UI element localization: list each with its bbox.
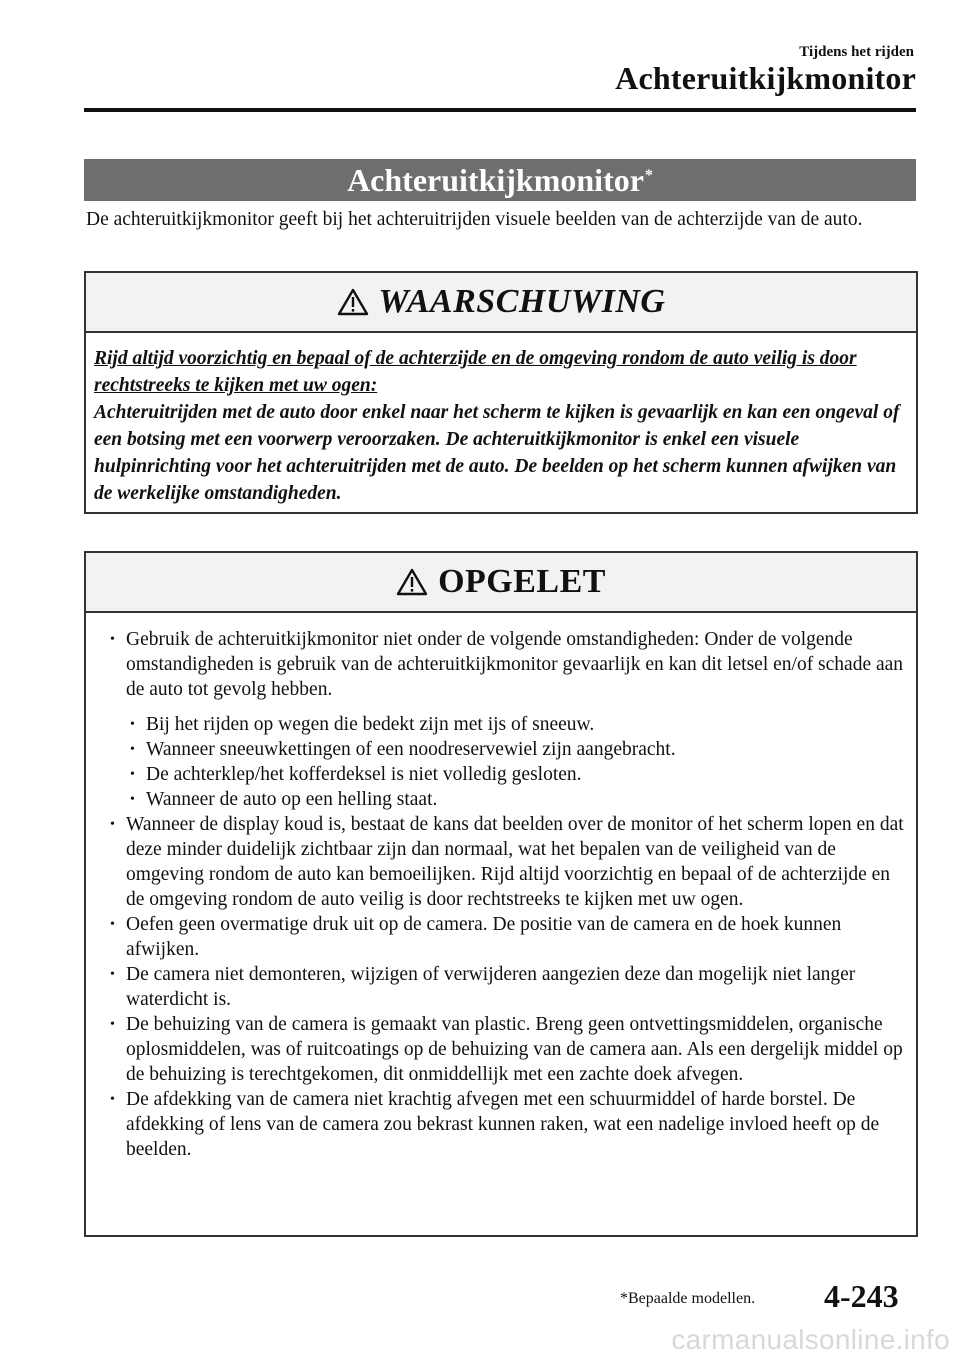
- caution-box: [84, 551, 918, 1237]
- caution-subitem: • De achterklep/het kofferdeksel is niet volledig gesloten.: [102, 762, 906, 787]
- warning-triangle-icon: [337, 288, 369, 316]
- header-rule: [84, 108, 916, 112]
- caution-item-text: Gebruik de achteruitkijkmonitor niet onder de volgende omstandigheden: Onder de volgende omstandigheden is gebruik van de achteruitkijkmonitor gevaarlijk en kan dit letsel en/of schade aan de auto tot gevolg hebben.: [126, 629, 904, 700]
- warning-header: [86, 273, 916, 333]
- section-title: Achteruitkijkmonitor: [347, 161, 644, 198]
- warning-underlined-text: Rijd altijd voorzichtig en bepaal of de achterzijde en de omgeving rondom de auto veilig is door rechtstreeks te kijken met uw ogen:: [94, 348, 857, 396]
- warning-body: [86, 333, 916, 507]
- caution-subitem: • Wanneer de auto op een helling staat.: [102, 787, 906, 812]
- running-header-title: Achteruitkijkmonitor: [615, 60, 916, 96]
- caution-sublist: [102, 712, 906, 812]
- caution-subitem: • Bij het rijden op wegen die bedekt zijn met ijs of sneeuw.: [102, 712, 906, 737]
- caution-header: [86, 553, 916, 613]
- warning-title: WAARSCHUWING: [378, 283, 666, 320]
- section-title-bar: [84, 159, 916, 201]
- warning-text: Achteruitrijden met de auto door enkel naar het scherm te kijken is gevaarlijk en kan een ongeval of een botsing met een voorwerp veroorzaken. De achteruitkijkmonitor is enkel een visuele hulpinrichting voor het achteruitrijden met de auto. De beelden op het scherm kunnen afwijken van de werkelijke omstandigheden.: [94, 402, 900, 504]
- caution-title: OPGELET: [438, 563, 606, 600]
- caution-triangle-icon: [396, 568, 428, 596]
- caution-item: • De behuizing van de camera is gemaakt van plastic. Breng geen ontvettingsmiddelen, organische oplosmiddelen, was of ruitcoatings op de behuizing van de camera aan. Als een dergelijk middel op de behuizing is terechtgekomen, dit onmiddellijk met een zachte doek afvegen.: [102, 1012, 906, 1087]
- section-title-mark: *: [644, 167, 653, 184]
- running-header-section: Tijdens het rijden: [799, 44, 914, 60]
- caution-item: • Wanneer de display koud is, bestaat de kans dat beelden over de monitor of het scherm lopen en dat deze minder duidelijk zichtbaar zijn dan normaal, wat het bepalen van de veiligheid van de omgeving rondom de auto kan bemoeilijken. Rijd altijd voorzichtig en bepaal of de achterzijde en de omgeving rondom de auto veilig is door rechtstreeks te kijken met uw ogen.: [102, 812, 906, 912]
- caution-item: • De afdekking van de camera niet krachtig afvegen met een schuurmiddel of harde borstel. De afdekking of lens van de camera zou bekrast kunnen raken, wat een nadelige invloed heeft op de beelden.: [102, 1087, 906, 1162]
- warning-box: [84, 271, 918, 514]
- caution-subitem: • Wanneer sneeuwkettingen of een noodreservewiel zijn aangebracht.: [102, 737, 906, 762]
- caution-item: [102, 627, 906, 812]
- caution-item: • De camera niet demonteren, wijzigen of verwijderen aangezien deze dan mogelijk niet langer waterdicht is.: [102, 962, 906, 1012]
- caution-body: [86, 613, 916, 1162]
- footnote: *Bepaalde modellen.: [620, 1290, 756, 1307]
- caution-item: • Oefen geen overmatige druk uit op de camera. De positie van de camera en de hoek kunnen afwijken.: [102, 912, 906, 962]
- intro-paragraph: De achteruitkijkmonitor geeft bij het achteruitrijden visuele beelden van de achterzijde van de auto.: [86, 209, 863, 230]
- page-number: 4-243: [824, 1278, 899, 1314]
- watermark: carmanualsonline.info: [671, 1324, 950, 1355]
- caution-list: [102, 627, 906, 1162]
